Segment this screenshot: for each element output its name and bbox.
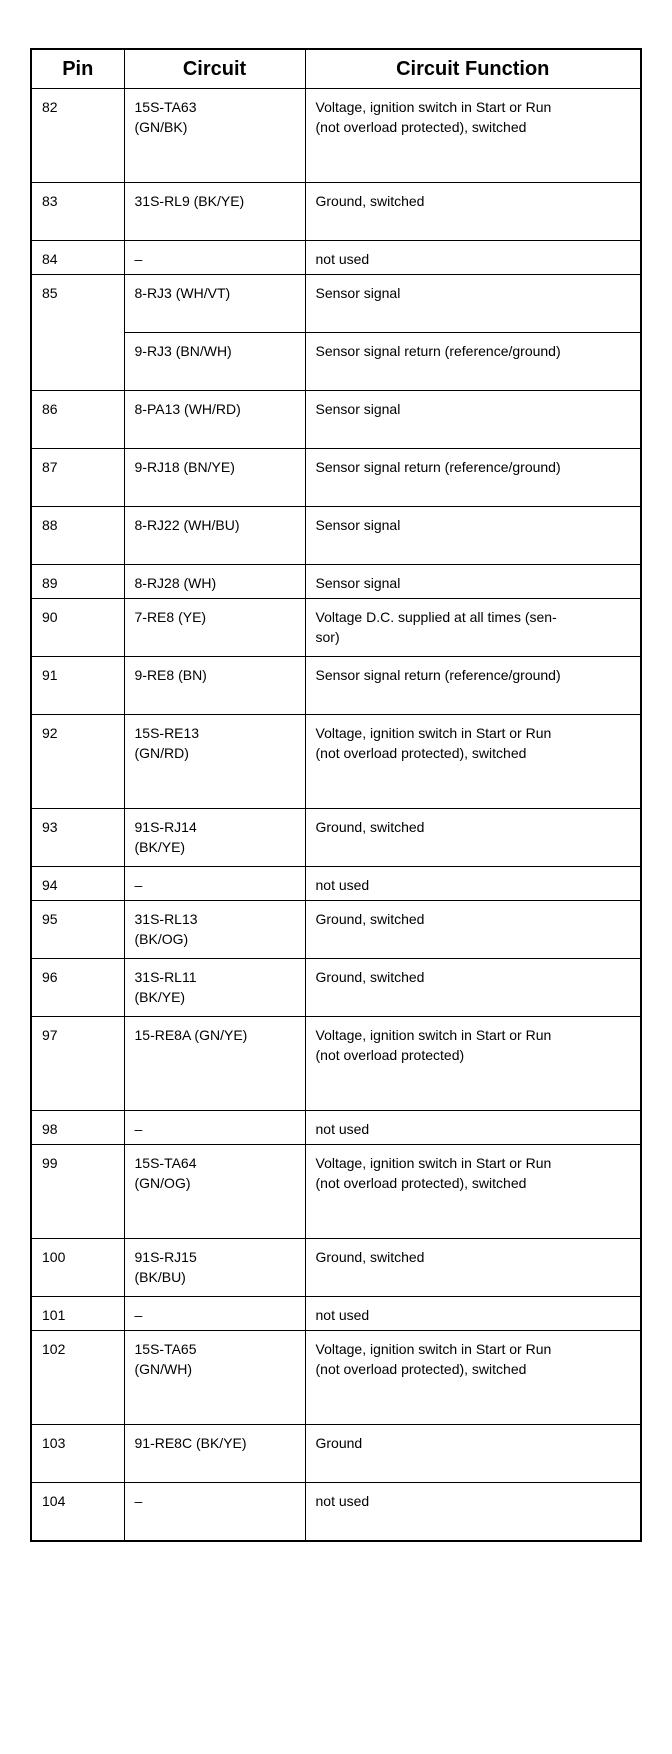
cell-circuit-function: Sensor signal [305,391,641,449]
cell-circuit: 9-RJ18 (BN/YE) [124,449,305,507]
cell-circuit-function: not used [305,241,641,275]
table-row [31,1111,641,1145]
table-row [31,241,641,275]
cell-pin: 82 [31,89,124,183]
cell-circuit: 8-PA13 (WH/RD) [124,391,305,449]
header-row [31,49,641,89]
cell-circuit: 15S-TA64 (GN/OG) [124,1145,305,1239]
cell-pin: 103 [31,1425,124,1483]
table-row [31,867,641,901]
cell-circuit: 15-RE8A (GN/YE) [124,1017,305,1111]
cell-pin: 102 [31,1331,124,1425]
table-row [31,657,641,715]
cell-pin: 96 [31,959,124,1017]
cell-circuit: 91-RE8C (BK/YE) [124,1425,305,1483]
cell-pin: 88 [31,507,124,565]
cell-pin: 90 [31,599,124,657]
cell-pin: 98 [31,1111,124,1145]
cell-circuit-function: Sensor signal [305,507,641,565]
cell-circuit: 31S-RL11 (BK/YE) [124,959,305,1017]
cell-circuit-function: Sensor signal [305,275,641,333]
cell-circuit: – [124,1483,305,1541]
cell-circuit: 7-RE8 (YE) [124,599,305,657]
table-row [31,449,641,507]
cell-circuit-function: not used [305,867,641,901]
cell-circuit-function: Ground [305,1425,641,1483]
cell-circuit: 9-RJ3 (BN/WH) [124,333,305,391]
cell-circuit-function: Voltage, ignition switch in Start or Run (not overload protected), switched [305,89,641,183]
table-row [31,183,641,241]
cell-circuit: 15S-RE13 (GN/RD) [124,715,305,809]
cell-pin: 104 [31,1483,124,1541]
cell-circuit-function: Sensor signal [305,565,641,599]
table-row [31,959,641,1017]
table-row [31,1297,641,1331]
table-row [31,809,641,867]
table-row [31,507,641,565]
table-row [31,1145,641,1239]
cell-circuit-function: Ground, switched [305,183,641,241]
cell-pin: 93 [31,809,124,867]
cell-circuit-function: not used [305,1483,641,1541]
cell-circuit: 91S-RJ14 (BK/YE) [124,809,305,867]
table-row [31,275,641,333]
cell-circuit-function: Sensor signal return (reference/ground) [305,449,641,507]
cell-circuit-function: Voltage D.C. supplied at all times (sen- sor) [305,599,641,657]
cell-circuit: 31S-RL13 (BK/OG) [124,901,305,959]
cell-circuit-function: Ground, switched [305,1239,641,1297]
cell-pin: 89 [31,565,124,599]
header-circuit: Circuit [124,49,305,89]
cell-circuit: 8-RJ28 (WH) [124,565,305,599]
table-row [31,391,641,449]
cell-circuit: – [124,867,305,901]
cell-circuit: 8-RJ22 (WH/BU) [124,507,305,565]
cell-circuit-function: Voltage, ignition switch in Start or Run (not overload protected) [305,1017,641,1111]
cell-circuit-function: Ground, switched [305,901,641,959]
header-circuit-function: Circuit Function [305,49,641,89]
cell-pin: 101 [31,1297,124,1331]
cell-circuit-function: not used [305,1297,641,1331]
table-row [31,89,641,183]
cell-pin: 91 [31,657,124,715]
table-row [31,565,641,599]
cell-circuit: 8-RJ3 (WH/VT) [124,275,305,333]
cell-circuit: 91S-RJ15 (BK/BU) [124,1239,305,1297]
cell-pin: 84 [31,241,124,275]
cell-pin: 92 [31,715,124,809]
pin-circuit-table [30,48,642,1542]
cell-circuit-function: Sensor signal return (reference/ground) [305,333,641,391]
cell-pin: 86 [31,391,124,449]
cell-circuit-function: Voltage, ignition switch in Start or Run (not overload protected), switched [305,715,641,809]
cell-circuit-function: Sensor signal return (reference/ground) [305,657,641,715]
cell-pin: 83 [31,183,124,241]
cell-pin: 95 [31,901,124,959]
cell-pin: 94 [31,867,124,901]
cell-circuit: – [124,1111,305,1145]
cell-circuit: – [124,1297,305,1331]
cell-circuit-function: Ground, switched [305,809,641,867]
table-row [31,901,641,959]
cell-circuit-function: not used [305,1111,641,1145]
cell-circuit: – [124,241,305,275]
cell-circuit: 15S-TA65 (GN/WH) [124,1331,305,1425]
cell-pin: 99 [31,1145,124,1239]
cell-circuit-function: Voltage, ignition switch in Start or Run (not overload protected), switched [305,1145,641,1239]
table-row [31,1483,641,1541]
cell-pin: 85 [31,275,124,391]
cell-circuit: 15S-TA63 (GN/BK) [124,89,305,183]
table-row [31,1331,641,1425]
table-row [31,1425,641,1483]
table-row [31,1017,641,1111]
cell-circuit: 31S-RL9 (BK/YE) [124,183,305,241]
cell-circuit: 9-RE8 (BN) [124,657,305,715]
table-row [31,715,641,809]
table-row [31,599,641,657]
cell-pin: 100 [31,1239,124,1297]
cell-circuit-function: Ground, switched [305,959,641,1017]
table-row [31,1239,641,1297]
header-pin: Pin [31,49,124,89]
cell-pin: 87 [31,449,124,507]
cell-pin: 97 [31,1017,124,1111]
cell-circuit-function: Voltage, ignition switch in Start or Run (not overload protected), switched [305,1331,641,1425]
